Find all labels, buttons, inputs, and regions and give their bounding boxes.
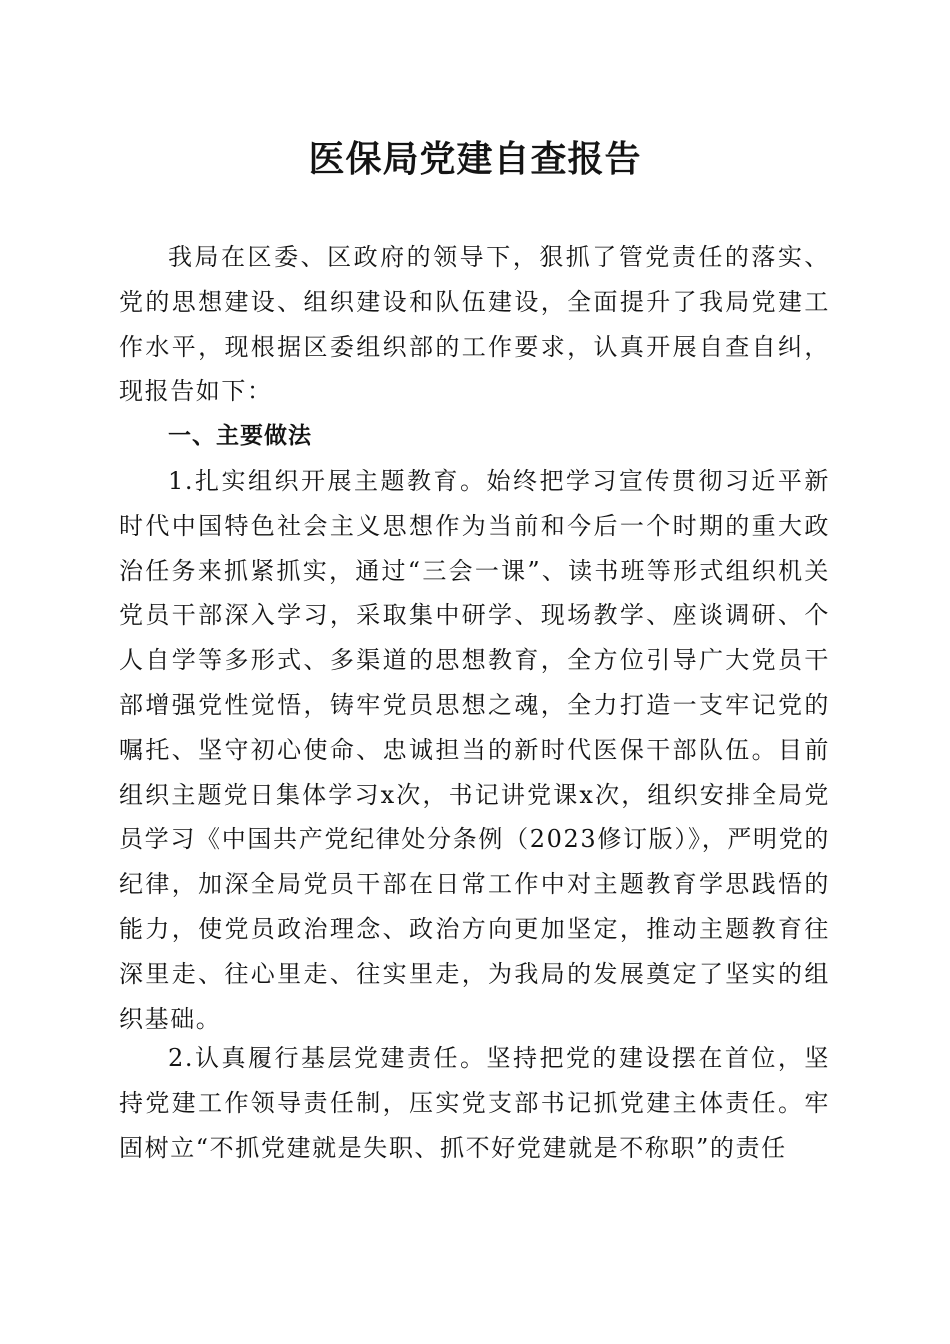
paragraph-1: 1.扎实组织开展主题教育。始终把学习宣传贯彻习近平新时代中国特色社会主义思想作为当前和今后一个时期的重大政治任务来抓紧抓实，通过“三会一课”、读书班等形式组织机关党员干部深入学习，采取集中研学、现场教学、座谈调研、个人自学等多形式、多渠道的思想教育，全方位引导广大党员干部增强党性觉悟，铸牢党员思想之魂，全力打造一支牢记党的嘱托、坚守初心使命、忠诚担当的新时代医保干部队伍。目前组织主题党日集体学习x次，书记讲党课x次，组织安排全局党员学习《中国共产党纪律处分条例（2023修订版）》，严明党的纪律，加深全局党员干部在日常工作中对主题教育学思践悟的能力，使党员政治理念、政治方向更加坚定，推动主题教育往深里走、往心里走、往实里走，为我局的发展奠定了坚实的组织基础。 — [119, 467, 830, 1033]
paragraph-2: 2.认真履行基层党建责任。坚持把党的建设摆在首位，坚持党建工作领导责任制，压实党支部书记抓党建主体责任。牢固树立“不抓党建就是失职、抓不好党建就是不称职”的责任 — [119, 1044, 830, 1162]
section-heading: 一、主要做法 — [168, 423, 312, 449]
intro-paragraph: 我局在区委、区政府的领导下，狠抓了管党责任的落实、党的思想建设、组织建设和队伍建设，全面提升了我局党建工作水平，现根据区委组织部的工作要求，认真开展自查自纠，现报告如下： — [119, 243, 830, 406]
document-title: 医保局党建自查报告 — [308, 138, 642, 180]
